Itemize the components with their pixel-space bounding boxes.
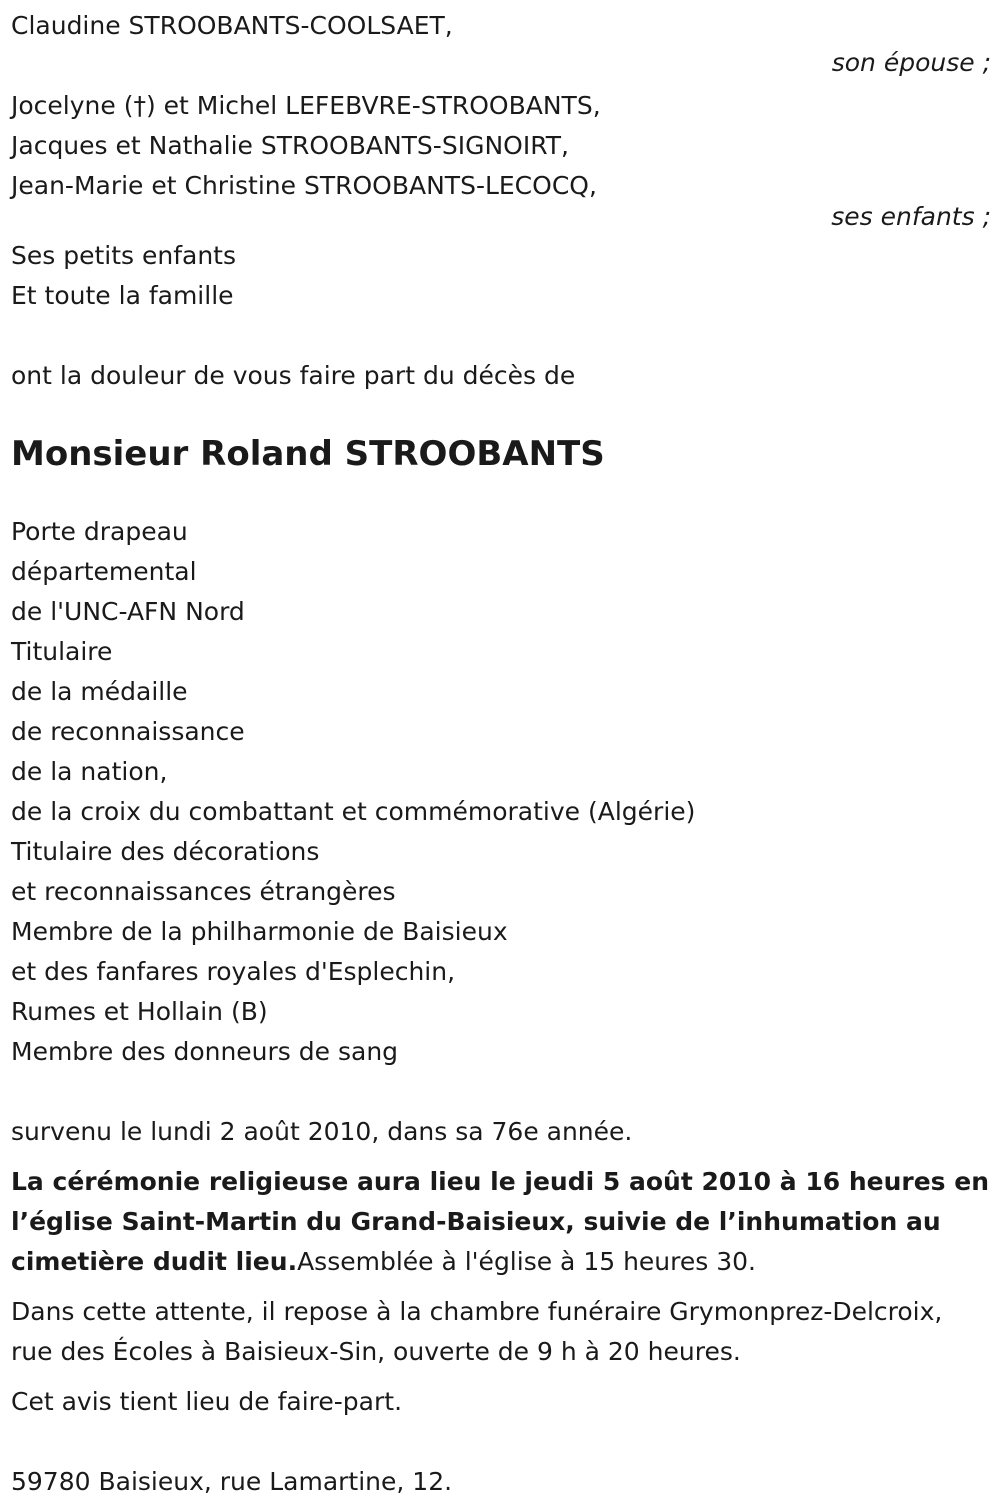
announcement-text: ont la douleur de vous faire part du décès de — [11, 361, 576, 390]
ceremony-details: La cérémonie religieuse aura lieu le jeudi 5 août 2010 à 16 heures en l’église Saint-Martin du Grand-Baisieux, suivie de l’inhumation au cimetière dudit lieu. — [11, 1167, 990, 1276]
honour-line: Rumes et Hollain (B) — [11, 997, 268, 1026]
address-text: 59780 Baisieux, rue Lamartine, 12. — [11, 1467, 453, 1496]
honour-line: Titulaire des décorations — [11, 837, 320, 866]
child-couple-1: Jocelyne (†) et Michel LEFEBVRE-STROOBANTS, — [11, 91, 601, 120]
rest-info: Dans cette attente, il repose à la chambre funéraire Grymonprez-Delcroix, rue des Écoles à Baisieux-Sin, ouverte de 9 h à 20 heures. — [11, 1297, 943, 1366]
obituary-notice — [11, 0, 991, 1502]
honour-line: et reconnaissances étrangères — [11, 877, 396, 906]
deceased-name: Monsieur Roland STROOBANTS — [11, 434, 605, 474]
honour-line: Membre des donneurs de sang — [11, 1037, 399, 1066]
child-couple-2: Jacques et Nathalie STROOBANTS-SIGNOIRT, — [11, 131, 569, 160]
child-couple-3: Jean-Marie et Christine STROOBANTS-LECOCQ, — [11, 171, 597, 200]
spouse-block — [11, 0, 991, 80]
honour-line: de l'UNC-AFN Nord — [11, 597, 245, 626]
honour-line: départemental — [11, 557, 197, 586]
honour-line: et des fanfares royales d'Esplechin, — [11, 957, 456, 986]
notice-text: Cet avis tient lieu de faire-part. — [11, 1387, 403, 1416]
ceremony-paragraph — [11, 1162, 991, 1282]
honour-line: de la croix du combattant et commémorative (Algérie) — [11, 797, 696, 826]
spouse-role: son épouse ; — [831, 48, 991, 77]
family-block — [11, 236, 991, 316]
honour-line: de reconnaissance — [11, 717, 245, 746]
honour-line: Porte drapeau — [11, 517, 188, 546]
assembly-info: Assemblée à l'église à 15 heures 30. — [297, 1247, 756, 1276]
children-block — [11, 86, 991, 234]
family-line: Et toute la famille — [11, 281, 234, 310]
honour-line: Membre de la philharmonie de Baisieux — [11, 917, 508, 946]
spouse-name: Claudine STROOBANTS-COOLSAET, — [11, 11, 453, 40]
grandchildren-line: Ses petits enfants — [11, 241, 237, 270]
children-role: ses enfants ; — [831, 202, 991, 231]
death-info: survenu le lundi 2 août 2010, dans sa 76e année. — [11, 1117, 633, 1146]
honour-line: de la nation, — [11, 757, 168, 786]
honour-line: Titulaire — [11, 637, 113, 666]
honours-list — [11, 512, 991, 1072]
honour-line: de la médaille — [11, 677, 188, 706]
